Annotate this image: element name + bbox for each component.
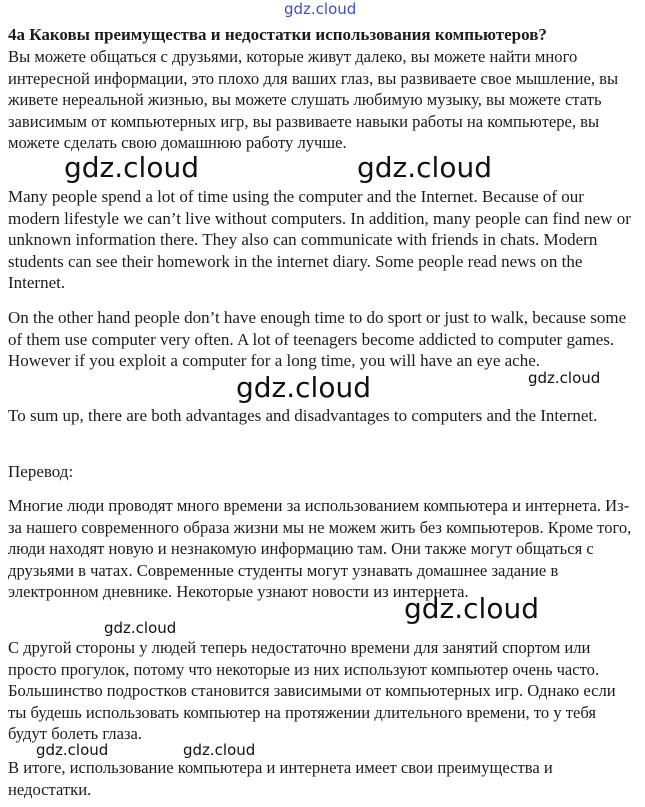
watermark: gdz.cloud xyxy=(404,592,539,625)
russian-paragraph-3: В итоге, использование компьютера и интернета имеет свои преимущества и недостатки. xyxy=(8,758,553,799)
russian-paragraph-2: С другой стороны у людей теперь недостаточно времени для занятий спортом или просто прогулок, потому что некоторые из них используют компьютер очень часто. Большинство подростков становится зависимыми от компьютерных игр. Однако если ты будешь использовать компьютер на протяжении длительного времени, то у тебя будут болеть глаза. xyxy=(8,638,616,743)
watermark-top: gdz.cloud xyxy=(284,0,357,18)
watermark: gdz.cloud xyxy=(357,151,492,184)
translation-label: Перевод: xyxy=(8,462,74,481)
english-paragraph-1: Many people spend a lot of time using the computer and the Internet. Because of our modern lifestyle we can’t live without computers. In addition, many people can find new or unknown information there. They also can communicate with friends in chats. Modern students can see their homework in the internet diary. Some people read news on the Internet. xyxy=(8,187,631,292)
watermark: gdz.cloud xyxy=(36,741,109,759)
russian-paragraph-1: Многие люди проводят много времени за использованием компьютера и интернета. Из-за нашего современного образа жизни мы не можем жить без компьютеров. Кроме того, люди находят новую и незнакомую информацию там. Они также могут общаться с друзьями в чатах. Современные студенты могут узнавать домашнее задание в электронном дневнике. Некоторые узнают новости из интернета. xyxy=(8,496,632,601)
watermark: gdz.cloud xyxy=(104,619,177,637)
watermark: gdz.cloud xyxy=(236,371,371,404)
watermark: gdz.cloud xyxy=(183,741,256,759)
task-heading: 4a Каковы преимущества и недостатки использования компьютеров? xyxy=(8,25,547,44)
english-paragraph-2: On the other hand people don’t have enough time to do sport or just to walk, because some of them use computer very often. A lot of teenagers become addicted to computer games. However if you exploit a computer for a long time, you will have an eye ache. xyxy=(8,308,627,370)
english-paragraph-3: To sum up, there are both advantages and disadvantages to computers and the Internet. xyxy=(8,406,598,425)
watermark: gdz.cloud xyxy=(528,369,601,387)
watermark: gdz.cloud xyxy=(64,151,199,184)
intro-paragraph-ru: Вы можете общаться с друзьями, которые живут далеко, вы можете найти много интересной информации, это плохо для ваших глаз, вы развиваете свое мышление, вы живете нереальной жизнью, вы можете слушать любимую музыку, вы можете стать зависимым от компьютерных игр, вы развиваете навыки работы на компьютере, вы можете сделать свою домашнюю работу лучше. xyxy=(8,47,619,152)
